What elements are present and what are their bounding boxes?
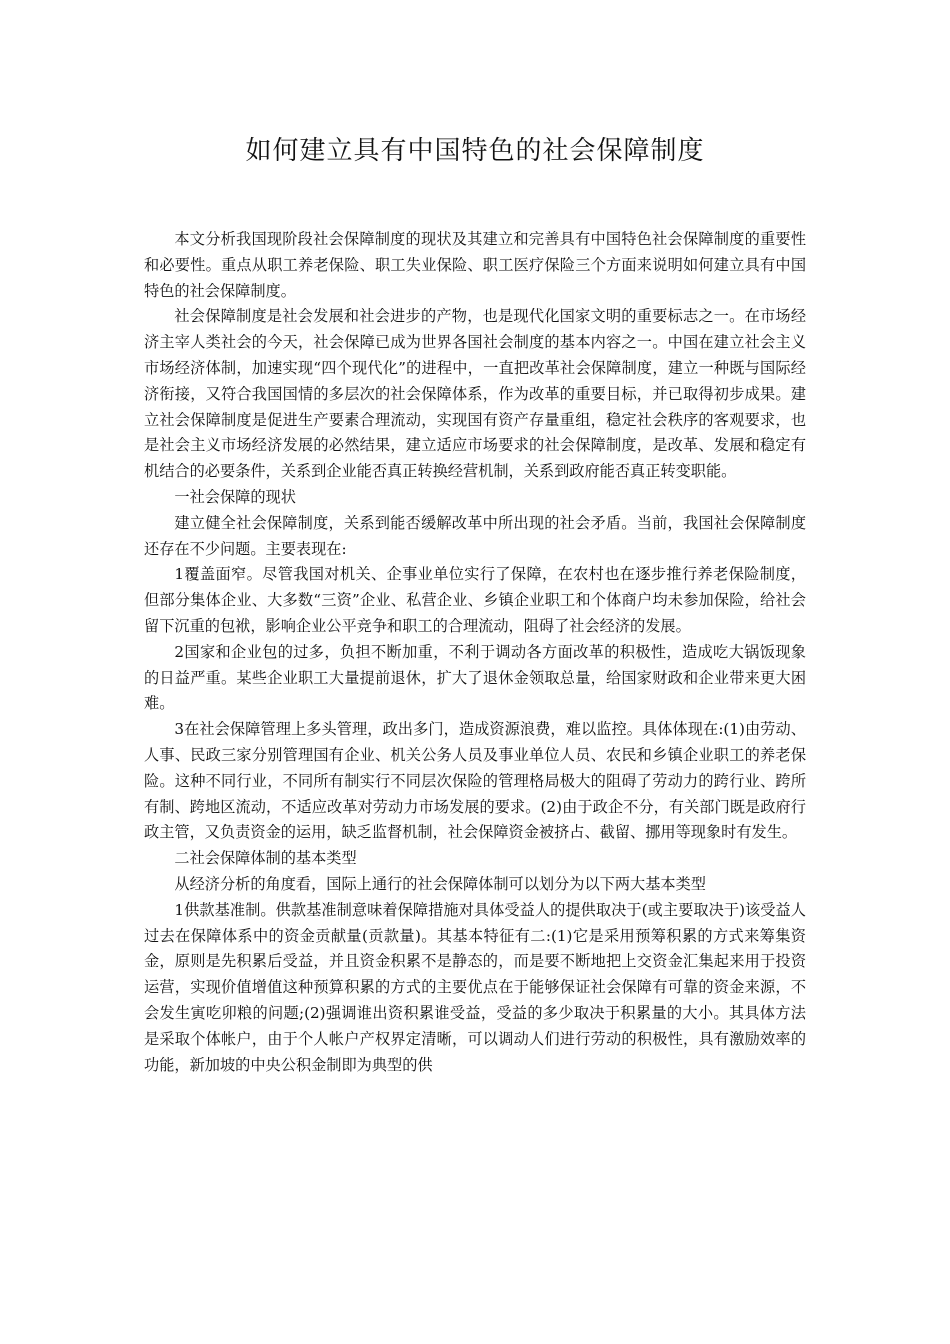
paragraph-type-1: 1供款基准制。供款基准制意味着保障措施对具体受益人的提供取决于(或主要取决于)该受益人过去在保障体系中的资金贡献量(贡款量)。其基本特征有二:(1)它是采用预筹积累的方式来筹集资金，原则是先积累后受益，并且资金积累不是静态的，而是要不断地把上交资金汇集起来用于投资运营，实现价值增值这种预算积累的方式的主要优点在于能够保证社会保障有可靠的资金来源，不会发生寅吃卯粮的问题;(2)强调谁出资积累谁受益，受益的多少取决于积累量的大小。其具体方法是采取个体帐户，由于个人帐户产权界定清晰，可以调动人们进行劳动的积极性，具有激励效率的功能，新加坡的中央公积金制即为典型的供 bbox=[144, 900, 806, 1074]
document-title: 如何建立具有中国特色的社会保障制度 bbox=[245, 136, 705, 166]
paragraph-intro: 社会保障制度是社会发展和社会进步的产物，也是现代化国家文明的重要标志之一。在市场经济主宰人类社会的今天，社会保障已成为世界各国社会制度的基本内容之一。中国在建立社会主义市场经济体制，加速实现“四个现代化”的进程中，一直把改革社会保障制度，建立一种既与国际经济衔接，又符合我国国情的多层次的社会保障体系，作为改革的重要目标，并已取得初步成果。建立社会保障制度是促进生产要素合理流动，实现国有资产存量重组，稳定社会秩序的客观要求，也是社会主义市场经济发展的必然结果，建立适应市场要求的社会保障制度，是改革、发展和稳定有机结合的必要条件，关系到企业能否真正转换经营机制，关系到政府能否真正转变职能。 bbox=[144, 307, 806, 481]
paragraph-item-2: 2国家和企业包的过多，负担不断加重，不利于调动各方面改革的积极性，造成吃大锅饭现象的日益严重。某些企业职工大量提前退休，扩大了退休金领取总量，给国家财政和企业带来更大困难。 bbox=[144, 642, 806, 713]
section-heading-1: 一社会保障的现状 bbox=[174, 487, 296, 506]
paragraph-section2-intro: 从经济分析的角度看，国际上通行的社会保障体制可以划分为以下两大基本类型 bbox=[174, 874, 706, 893]
document-body bbox=[144, 227, 806, 1078]
paragraph-abstract: 本文分析我国现阶段社会保障制度的现状及其建立和完善具有中国特色社会保障制度的重要性和必要性。重点从职工养老保险、职工失业保险、职工医疗保险三个方面来说明如何建立具有中国特色的社会保障制度。 bbox=[144, 230, 806, 300]
paragraph-section1-intro: 建立健全社会保障制度，关系到能否缓解改革中所出现的社会矛盾。当前，我国社会保障制度还存在不少问题。主要表现在: bbox=[144, 513, 806, 558]
paragraph-item-1: 1覆盖面窄。尽管我国对机关、企事业单位实行了保障，在农村也在逐步推行养老保险制度，但部分集体企业、大多数“三资”企业、私营企业、乡镇企业职工和个体商户均未参加保险，给社会留下沉重的包袱，影响企业公平竞争和职工的合理流动，阻碍了社会经济的发展。 bbox=[144, 565, 806, 635]
section-heading-2: 二社会保障体制的基本类型 bbox=[174, 849, 357, 868]
paragraph-item-3: 3在社会保障管理上多头管理，政出多门，造成资源浪费，难以监控。具体体现在:(1)由劳动、人事、民政三家分别管理国有企业、机关公务人员及事业单位人员、农民和乡镇企业职工的养老保险。这种不同行业，不同所有制实行不同层次保险的管理格局极大的阻碍了劳动力的跨行业、跨所有制、跨地区流动，不适应改革对劳动力市场发展的要求。(2)由于政企不分，有关部门既是政府行政主管，又负责资金的运用，缺乏监督机制，社会保障资金被挤占、截留、挪用等现象时有发生。 bbox=[144, 720, 806, 842]
